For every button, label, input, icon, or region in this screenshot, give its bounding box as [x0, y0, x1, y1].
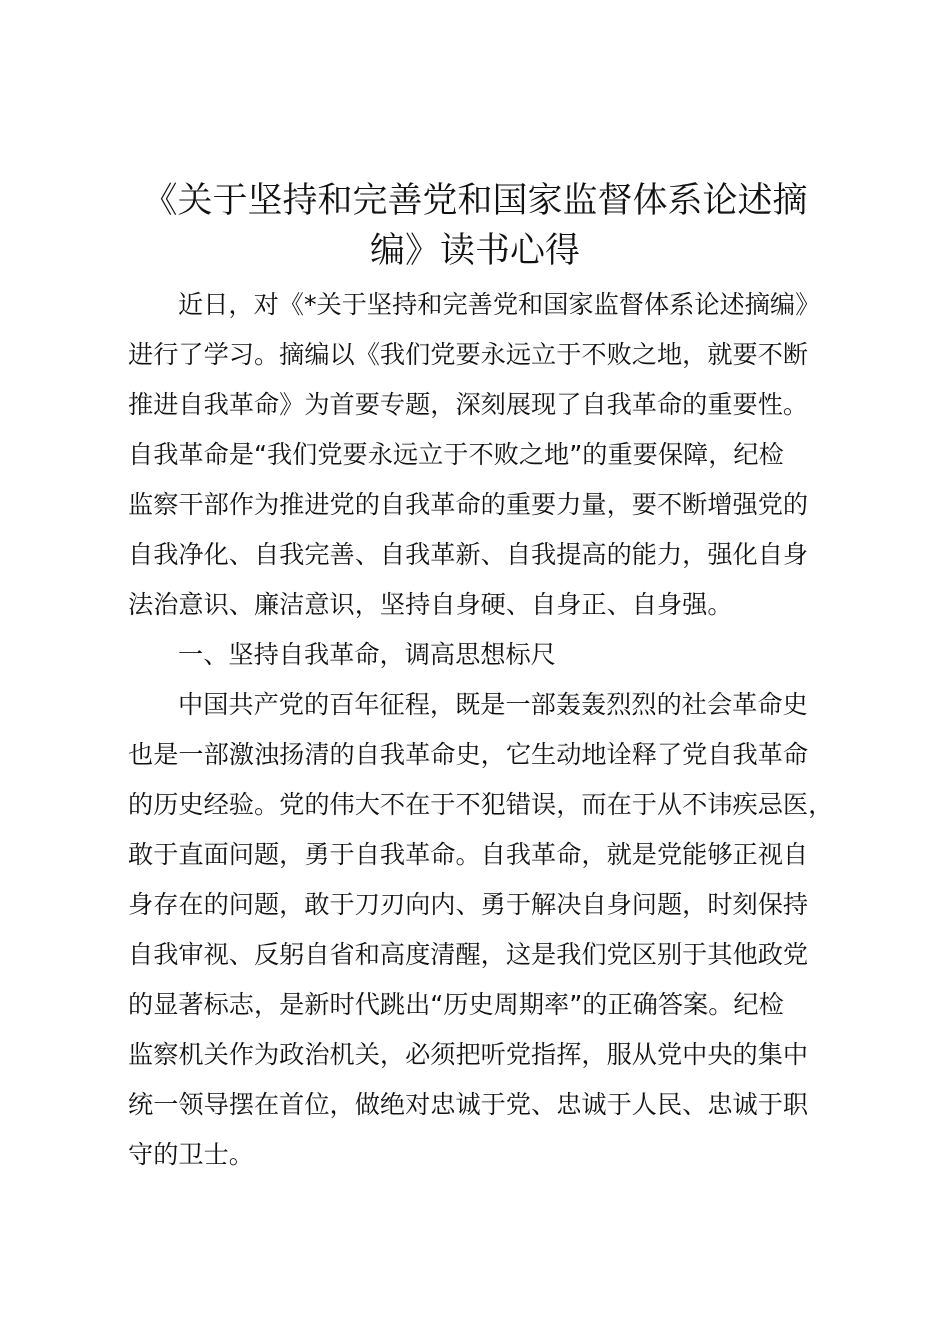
text-line: 中国共产党的百年征程，既是一部轰轰烈烈的社会革命史: [178, 690, 808, 719]
text-line: 自我审视、反躬自省和高度清醒，这是我们党区别于其他政党: [128, 940, 809, 969]
paragraph-intro: [128, 280, 848, 630]
paragraph-section-one: [128, 680, 848, 1180]
text-line: 身存在的问题，敢于刀刃向内、勇于解决自身问题，时刻保持: [128, 890, 809, 919]
document-body: [128, 280, 848, 1180]
title-line: 《关于坚持和完善党和国家监督体系论述摘: [142, 181, 808, 221]
text-line: 的历史经验。党的伟大不在于不犯错误，而在于从不讳疾忌医，: [128, 790, 834, 819]
text-line: 敢于直面问题，勇于自我革命。自我革命，就是党能够正视自: [128, 840, 809, 869]
text-line: 守的卫士。: [128, 1140, 254, 1169]
text-line: 自我革命是“我们党要永远立于不败之地”的重要保障，纪检: [128, 440, 784, 469]
heading-text: 一、坚持自我革命，调高思想标尺: [178, 640, 556, 669]
text-line: 监察干部作为推进党的自我革命的重要力量，要不断增强党的: [128, 490, 809, 519]
text-line: 进行了学习。摘编以《我们党要永远立于不败之地，就要不断: [128, 340, 809, 369]
text-line: 推进自我革命》为首要专题，深刻展现了自我革命的重要性。: [128, 390, 809, 419]
text-line: 也是一部激浊扬清的自我革命史，它生动地诠释了党自我革命: [128, 740, 809, 769]
text-line: 的显著标志，是新时代跳出“历史周期率”的正确答案。纪检: [128, 990, 784, 1019]
text-line: 监察机关作为政治机关，必须把听党指挥，服从党中央的集中: [128, 1040, 809, 1069]
text-line: 近日，对《*关于坚持和完善党和国家监督体系论述摘编》: [178, 290, 821, 319]
section-heading: [128, 630, 848, 680]
text-line: 法治意识、廉洁意识，坚持自身硬、自身正、自身强。: [128, 590, 733, 619]
text-line: 自我净化、自我完善、自我革新、自我提高的能力，强化自身: [128, 540, 809, 569]
title-line: 编》读书心得: [369, 231, 580, 271]
document-title: [120, 176, 830, 276]
text-line: 统一领导摆在首位，做绝对忠诚于党、忠诚于人民、忠诚于职: [128, 1090, 809, 1119]
